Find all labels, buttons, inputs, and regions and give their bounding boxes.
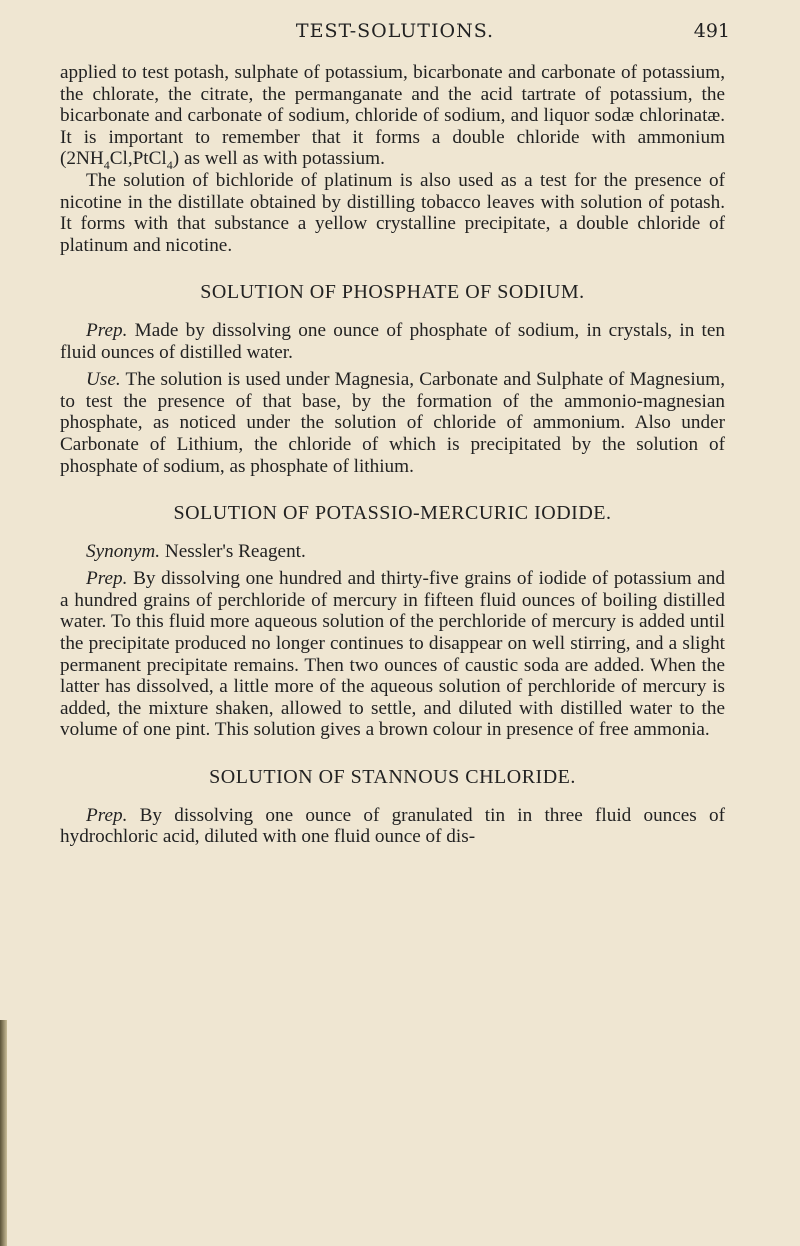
entry-label: Use. bbox=[86, 369, 121, 391]
section-heading-potassio-mercuric: SOLUTION OF POTASSIO-MERCURIC IODIDE. bbox=[173, 502, 612, 525]
page-number: 491 bbox=[693, 20, 730, 42]
page-header bbox=[60, 20, 730, 50]
entry-use: Use. The solution is used under Magnesia, Carbonate and Sulphate of Magnesium, to test the presence of that base, by the formation of the ammonio-magnesian phosphate, as noticed under the solution of chloride of ammonium. Also under Carbonate of Lithium, the chloride of which is precipitated by the solution of phosphate of sodium, as phosphate of lithium. bbox=[60, 369, 725, 477]
entry-prep: Prep. Made by dissolving one ounce of phosphate of sodium, in crystals, in ten fluid ounces of distilled water. bbox=[60, 319, 725, 363]
entry-synonym: Synonym. Nessler's Reagent. bbox=[86, 540, 306, 562]
entry-prep: Prep. By dissolving one hundred and thirty-five grains of iodide of potassium and a hundred grains of perchloride of mercury in fifteen fluid ounces of boiling distilled water. To this fluid more aqueous solution of the perchloride of mercury is added until the precipitate produced no longer continues to disappear on well stirring, and a slight permanent precipitate remains. Then two ounces of caustic soda are added. When the latter has dissolved, a little more of the aqueous solution of perchloride of mercury is added, the mixture shaken, allowed to settle, and diluted with distilled water to the volume of one pint. This solution gives a brown colour in presence of free ammonia. bbox=[60, 568, 726, 741]
entry-label: Prep. bbox=[86, 319, 128, 341]
page-body bbox=[60, 62, 725, 848]
page-edge-shadow bbox=[0, 1020, 7, 1246]
entry-label: Prep. bbox=[86, 568, 128, 590]
running-head: TEST-SOLUTIONS. bbox=[295, 20, 495, 42]
section-heading-phosphate: SOLUTION OF PHOSPHATE OF SODIUM. bbox=[200, 281, 585, 304]
entry-label: Prep. bbox=[86, 804, 128, 826]
entry-label: Synonym. bbox=[86, 540, 161, 562]
intro-paragraph-1: applied to test potash, sulphate of potassium, bicarbonate and carbonate of potassium, the chlorate, the citrate, the permanganate and the acid tartrate of potassium, the bicarbonate and carbonate of sodium, chloride of sodium, and liquor sodæ chlorinatæ. It is important to remember that it forms a double chloride with ammonium $(2NH_4Cl,PtCl_4)$ as well as with potassium. bbox=[60, 62, 725, 173]
entry-prep: Prep. By dissolving one ounce of granulated tin in three fluid ounces of hydrochloric acid, diluted with one fluid ounce of dis- bbox=[60, 804, 725, 848]
section-heading-stannous-chloride: SOLUTION OF STANNOUS CHLORIDE. bbox=[209, 766, 576, 789]
intro-paragraph-2: The solution of bichloride of platinum is also used as a test for the presence of nicotine in the distillate obtained by distilling tobacco leaves with solution of potash. It forms with that substance a yellow crystalline precipitate, a double chloride of platinum and nicotine. bbox=[60, 169, 725, 256]
